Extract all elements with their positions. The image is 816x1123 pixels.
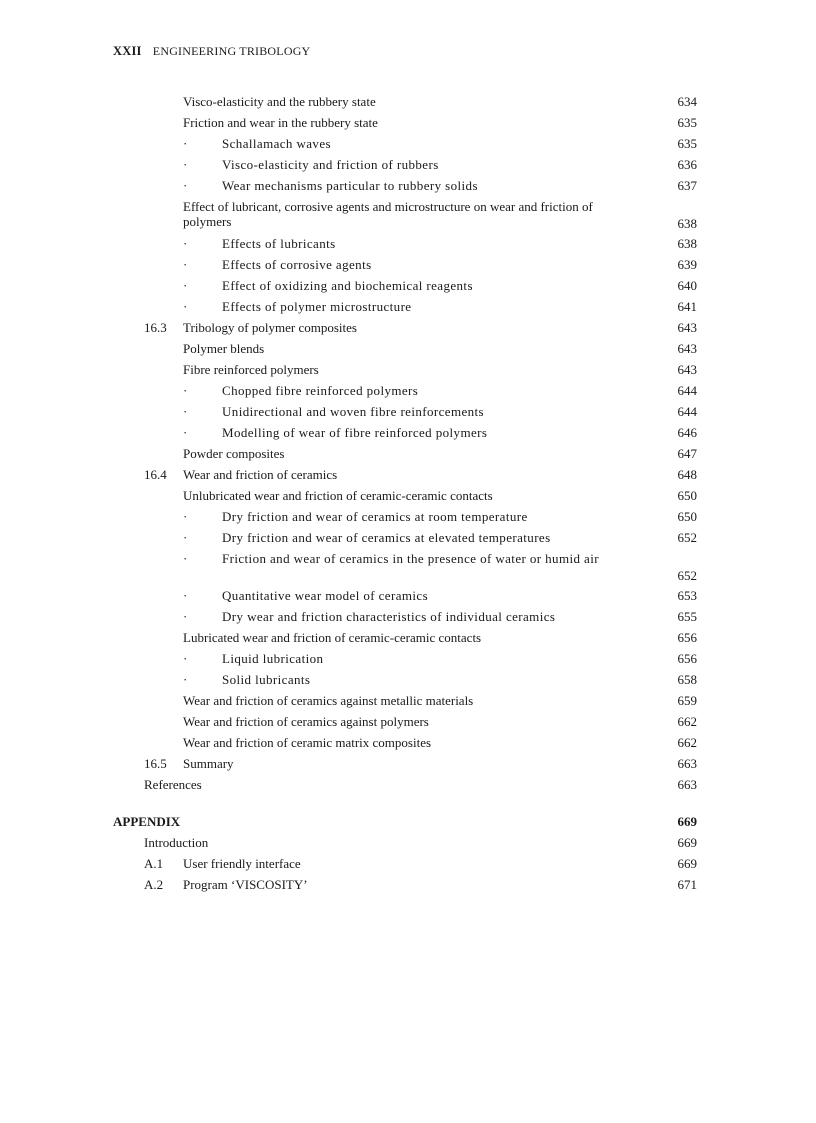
toc-entry-page: 671 xyxy=(677,877,697,892)
toc-entry-title: User friendly interface xyxy=(183,856,301,871)
toc-entry xyxy=(0,777,816,792)
toc-entry-page: 634 xyxy=(677,94,697,109)
toc-entry-page: 643 xyxy=(677,362,697,377)
toc-entry-page: 638 xyxy=(677,236,697,251)
toc-entry xyxy=(0,588,816,603)
toc-entry-page: 656 xyxy=(677,630,697,645)
toc-entry-page: 659 xyxy=(677,693,697,708)
toc-entry-title: APPENDIX xyxy=(113,814,181,829)
toc-entry-title: Effect of lubricant, corrosive agents and microstructure on wear and friction of polymers xyxy=(183,199,593,229)
toc-entry-page: 663 xyxy=(677,756,697,771)
toc-bullet: · xyxy=(183,509,188,524)
toc-entry xyxy=(0,488,816,503)
toc-entry-title: Polymer blends xyxy=(183,341,265,356)
toc-entry-page: 650 xyxy=(677,488,697,503)
toc-entry-title: Wear and friction of ceramics against metallic materials xyxy=(183,693,474,708)
toc-entry-page: 646 xyxy=(677,425,697,440)
toc-entry-title: Effects of polymer microstructure xyxy=(222,299,412,314)
toc-entry-title: Quantitative wear model of ceramics xyxy=(222,588,429,603)
toc-bullet: · xyxy=(183,672,188,687)
toc-entry xyxy=(0,446,816,461)
toc-entry-page: 652 xyxy=(677,568,697,583)
toc-entry xyxy=(0,835,816,850)
toc-entry xyxy=(0,509,816,524)
toc-entry-page: 658 xyxy=(677,672,697,687)
toc-entry-title: Dry friction and wear of ceramics at room temperature xyxy=(222,509,528,524)
toc-entry xyxy=(0,651,816,666)
toc-entry-title: Unidirectional and woven fibre reinforcements xyxy=(222,404,485,419)
toc-entry xyxy=(0,693,816,708)
toc-entry-title: Wear and friction of ceramic matrix composites xyxy=(183,735,432,750)
toc-entry xyxy=(0,362,816,377)
toc-bullet: · xyxy=(183,651,188,666)
toc-bullet: · xyxy=(183,404,188,419)
toc-bullet: · xyxy=(183,236,188,251)
toc-entry xyxy=(0,714,816,729)
toc-bullet: · xyxy=(183,278,188,293)
toc-entry xyxy=(0,341,816,356)
toc-entry-number: A.1 xyxy=(144,856,164,871)
toc-entry-title: Fibre reinforced polymers xyxy=(183,362,319,377)
toc-entry-page: 635 xyxy=(677,115,697,130)
toc-entry-page: 640 xyxy=(677,278,697,293)
toc-entry xyxy=(0,257,816,272)
toc-entry-page: 652 xyxy=(677,530,697,545)
toc-entry-title: References xyxy=(144,777,202,792)
toc-entry-title: Visco-elasticity and the rubbery state xyxy=(183,94,376,109)
toc-entry xyxy=(0,236,816,251)
toc-entry-number: 16.4 xyxy=(144,467,167,482)
toc-entry-page: 637 xyxy=(677,178,697,193)
toc-entry-title: Lubricated wear and friction of ceramic-ceramic contacts xyxy=(183,630,482,645)
toc-entry xyxy=(0,157,816,172)
toc-entry-title: Schallamach waves xyxy=(222,136,331,151)
toc-entry-number: A.2 xyxy=(144,877,164,892)
toc-entry-title: Effects of lubricants xyxy=(222,236,336,251)
toc-entry-page: 636 xyxy=(677,157,697,172)
toc-entry xyxy=(0,199,816,231)
toc-entry-title: Dry wear and friction characteristics of individual ceramics xyxy=(222,609,556,624)
toc-entry-title: Effects of corrosive agents xyxy=(222,257,372,272)
toc-entry xyxy=(0,94,816,109)
toc-entry-title: Wear and friction of ceramics against polymers xyxy=(183,714,429,729)
toc-entry xyxy=(0,467,816,482)
toc-entry-page: 638 xyxy=(677,216,697,231)
toc-entry xyxy=(0,735,816,750)
toc-entry xyxy=(0,877,816,892)
toc-entry-page: 669 xyxy=(677,835,697,850)
toc-entry-title: Wear mechanisms particular to rubbery solids xyxy=(222,178,478,193)
toc-entry-number: 16.5 xyxy=(144,756,167,771)
toc-bullet: · xyxy=(183,383,188,398)
toc-entry xyxy=(0,609,816,624)
toc-bullet: · xyxy=(183,425,188,440)
toc-bullet: · xyxy=(183,551,188,566)
toc-entry xyxy=(0,756,816,771)
toc-entry-title: Program ‘VISCOSITY’ xyxy=(183,877,308,892)
toc-entry-title: Wear and friction of ceramics xyxy=(183,467,338,482)
toc-entry-page: 644 xyxy=(677,404,697,419)
toc-entry xyxy=(0,425,816,440)
toc-entry-page: 669 xyxy=(677,856,697,871)
toc-entry xyxy=(0,551,816,583)
toc-entry-page: 650 xyxy=(677,509,697,524)
toc-entry xyxy=(0,672,816,687)
toc-entry xyxy=(0,404,816,419)
toc-entry xyxy=(0,178,816,193)
toc-entry-title: Introduction xyxy=(144,835,209,850)
toc-entry-page: 647 xyxy=(677,446,697,461)
toc-entry-page: 653 xyxy=(677,588,697,603)
running-header xyxy=(113,44,310,59)
toc-bullet: · xyxy=(183,157,188,172)
toc-bullet: · xyxy=(183,178,188,193)
toc-entry-title: Friction and wear of ceramics in the presence of water or humid air xyxy=(222,551,599,566)
toc-entry-title: Visco-elasticity and friction of rubbers xyxy=(222,157,439,172)
toc-entry-page: 639 xyxy=(677,257,697,272)
toc-entry-page: 644 xyxy=(677,383,697,398)
toc-entry xyxy=(0,383,816,398)
header-book-title: ENGINEERING TRIBOLOGY xyxy=(152,44,311,58)
toc-entry xyxy=(0,299,816,314)
toc-entry xyxy=(0,278,816,293)
toc-entry-page: 656 xyxy=(677,651,697,666)
toc-entry-page: 663 xyxy=(677,777,697,792)
toc-bullet: · xyxy=(183,136,188,151)
toc-entry-title: Friction and wear in the rubbery state xyxy=(183,115,378,130)
toc-entry-page: 648 xyxy=(677,467,697,482)
toc-entry-page: 635 xyxy=(677,136,697,151)
toc-entry xyxy=(0,630,816,645)
toc-entry xyxy=(0,136,816,151)
toc-entry-title: Summary xyxy=(183,756,234,771)
toc-entry-title: Dry friction and wear of ceramics at elevated temperatures xyxy=(222,530,551,545)
toc-entry xyxy=(0,856,816,871)
toc-entry-page: 643 xyxy=(677,341,697,356)
toc-entry-title: Solid lubricants xyxy=(222,672,311,687)
header-page-number: XXII xyxy=(113,44,142,58)
toc-bullet: · xyxy=(183,609,188,624)
toc-entry-page: 641 xyxy=(677,299,697,314)
toc-entry-page: 662 xyxy=(677,714,697,729)
toc-entry-title: Liquid lubrication xyxy=(222,651,324,666)
toc-entry-title: Unlubricated wear and friction of ceramic-ceramic contacts xyxy=(183,488,493,503)
toc-entry-page: 662 xyxy=(677,735,697,750)
toc-entry-page: 669 xyxy=(677,814,697,829)
toc-entry-title: Powder composites xyxy=(183,446,285,461)
toc-entry xyxy=(0,320,816,335)
toc-bullet: · xyxy=(183,299,188,314)
toc-bullet: · xyxy=(183,257,188,272)
toc-entry-number: 16.3 xyxy=(144,320,167,335)
toc-entry-title: Chopped fibre reinforced polymers xyxy=(222,383,419,398)
toc-bullet: · xyxy=(183,530,188,545)
toc-entry-title: Modelling of wear of fibre reinforced polymers xyxy=(222,425,488,440)
toc-entry-page: 643 xyxy=(677,320,697,335)
toc-entry xyxy=(0,115,816,130)
toc-entry-page: 655 xyxy=(677,609,697,624)
toc-entry xyxy=(0,814,816,829)
toc-bullet: · xyxy=(183,588,188,603)
toc-entry-title: Tribology of polymer composites xyxy=(183,320,357,335)
toc-entry xyxy=(0,530,816,545)
toc-entry-title: Effect of oxidizing and biochemical reagents xyxy=(222,278,473,293)
